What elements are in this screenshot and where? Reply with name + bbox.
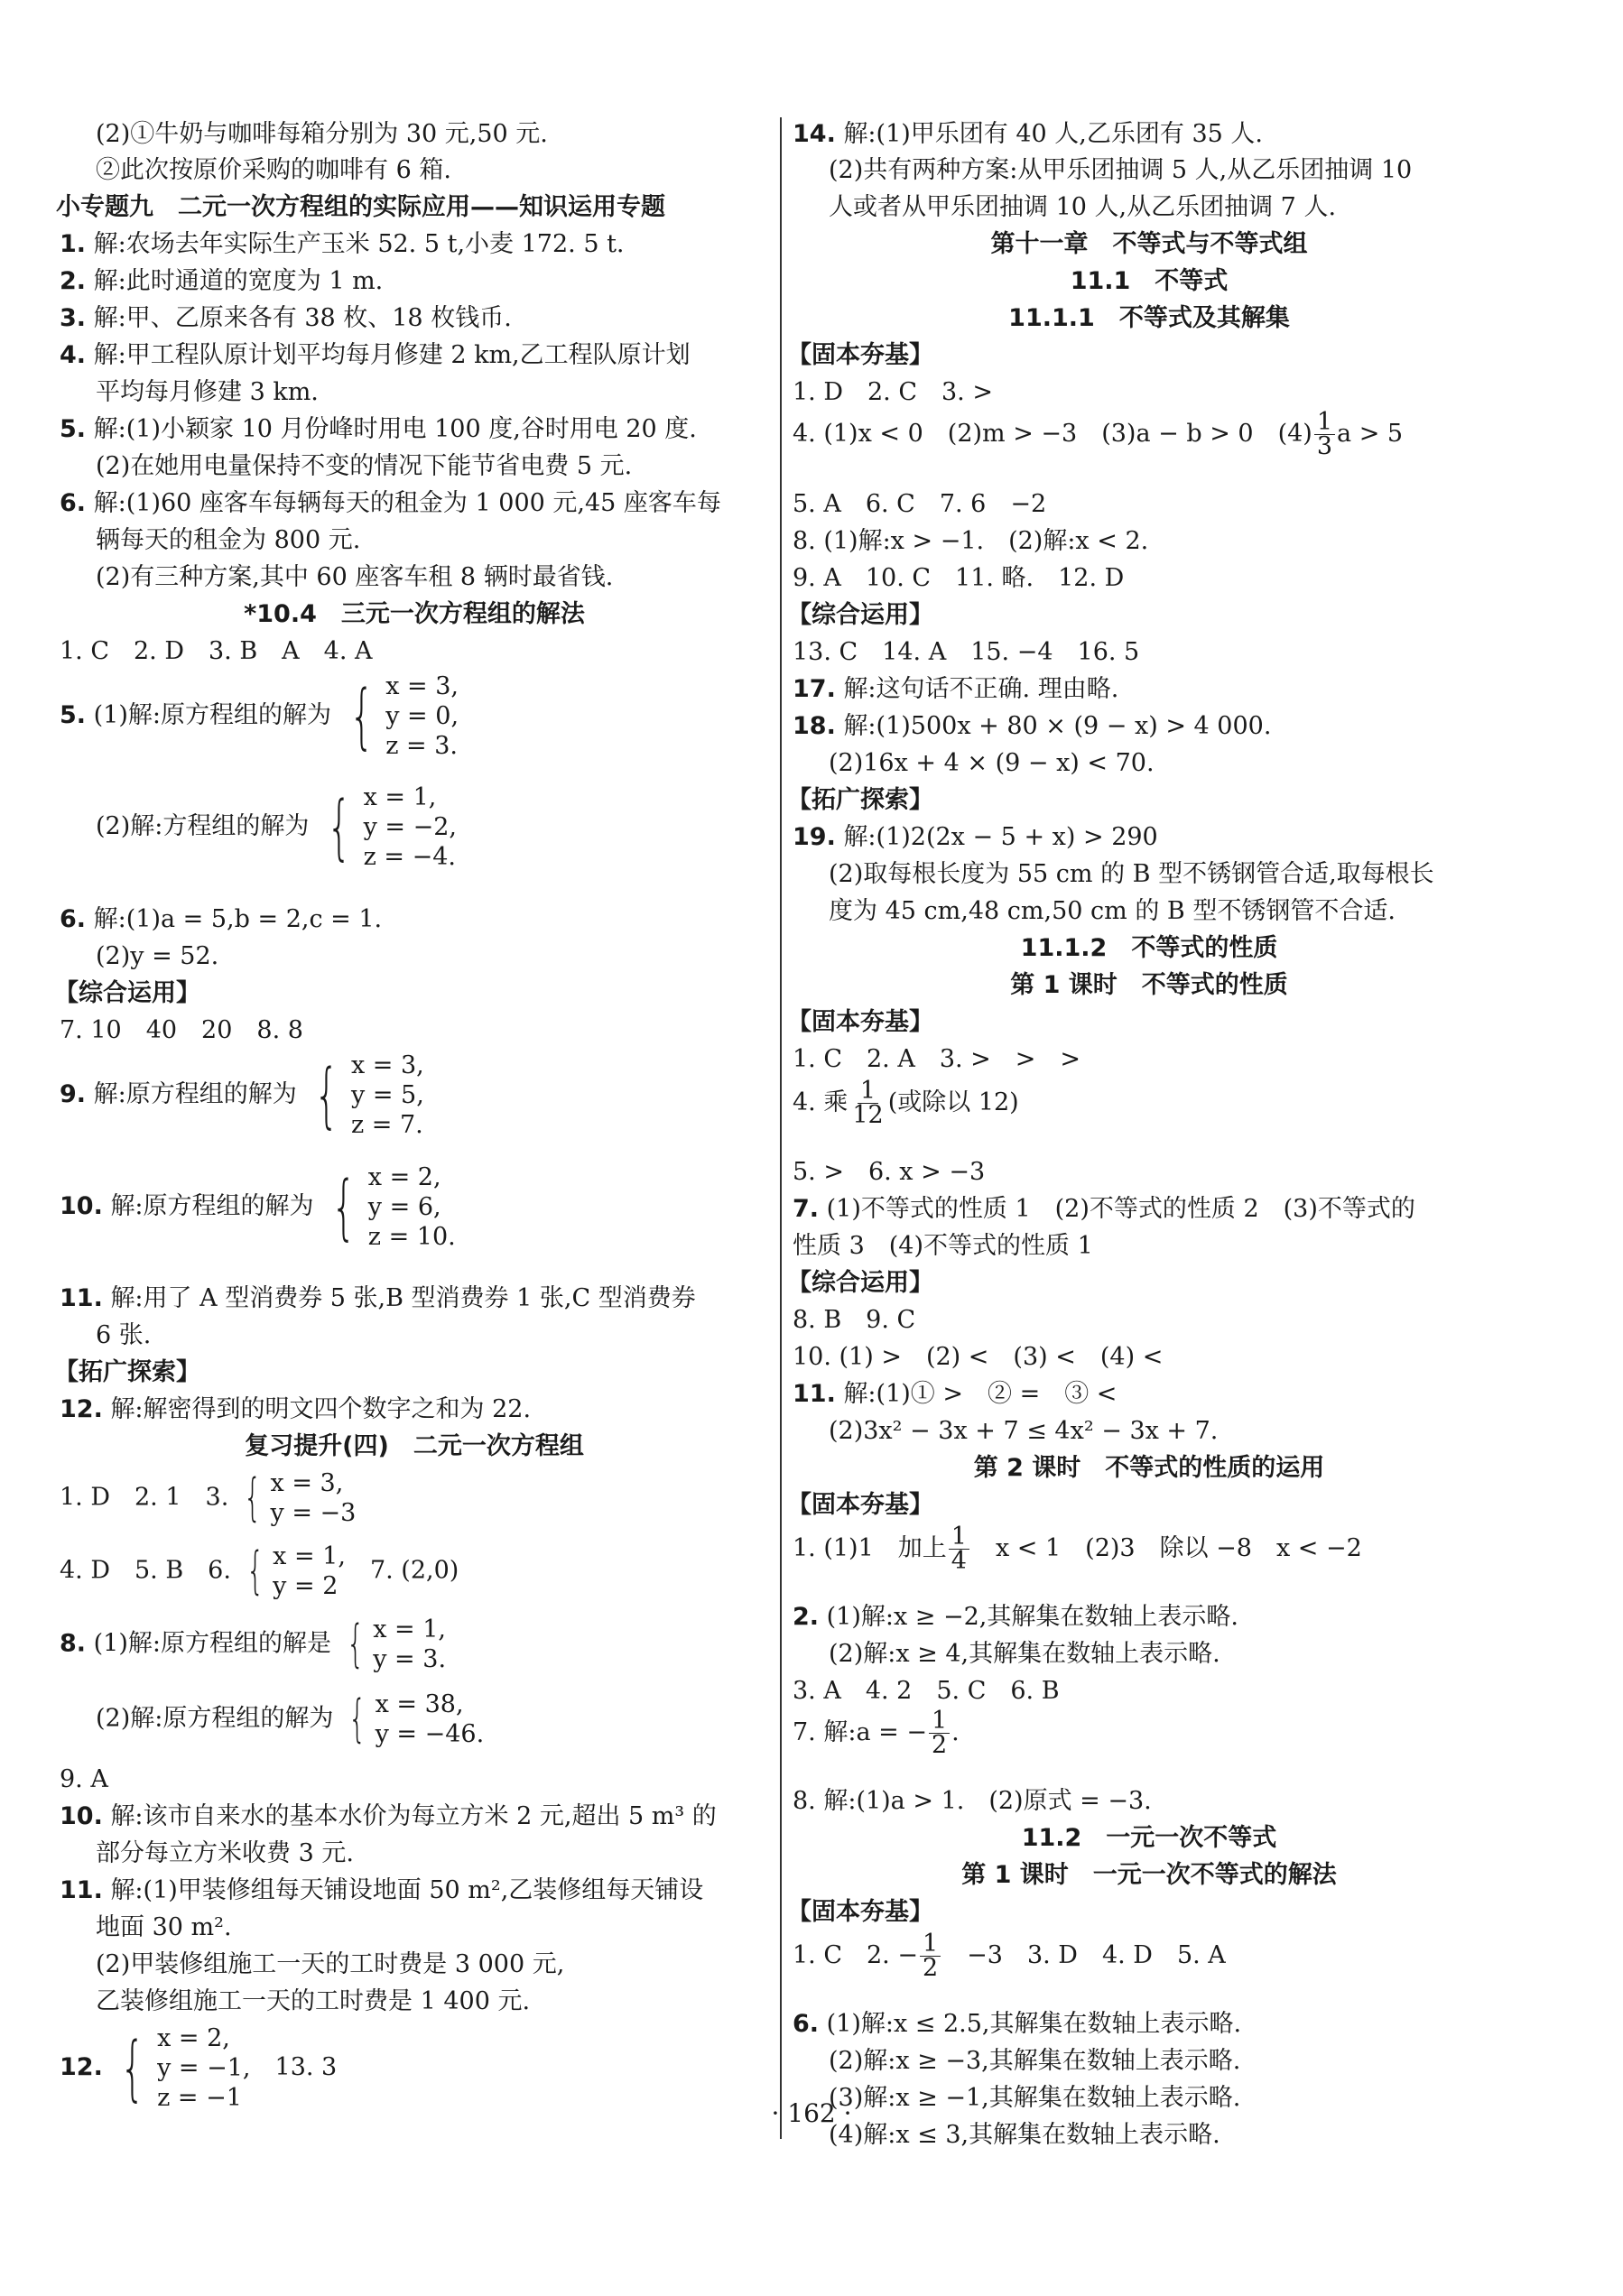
subsection-heading: 11.1.2 不等式的性质 (1020, 934, 1278, 962)
answer-item: 19. 解:(1)2(2x − 5 + x) > 290 (793, 823, 1158, 851)
answer-line: 1. D 2. 1 3. { x = 3, y = −3 (60, 1468, 357, 1527)
section-heading: 11.2 一元一次不等式 (1021, 1824, 1277, 1852)
answer-line: 5. > 6. x > −3 (793, 1158, 986, 1186)
fraction: $\frac{1}{12}$ (852, 1077, 884, 1129)
answer-line: 1. C 2. A 3. > > > (793, 1045, 1081, 1073)
equation-system: { x = 3, y = 0, z = 3. (348, 672, 459, 760)
answer-item: 6. 解:(1)60 座客车每辆每天的租金为 1 000 元,45 座客车每 (60, 489, 721, 517)
answer-line: 8. (1)解:x > −1. (2)解:x < 2. (793, 527, 1149, 555)
answer-item: 14. 解:(1)甲乐团有 40 人,乙乐团有 35 人. (793, 120, 1263, 148)
answer-line: (2)解:x ≥ −3,其解集在数轴上表示略. (829, 2047, 1241, 2075)
chapter-heading: 第十一章 不等式与不等式组 (990, 230, 1308, 258)
answer-item: 6. 解:(1)a = 5,b = 2,c = 1. (60, 905, 383, 933)
section-label: 【固本夯基】 (787, 341, 933, 369)
fraction: $\frac{1}{2}$ (929, 1709, 950, 1757)
answer-line: 8. 解:(1)a > 1. (2)原式 = −3. (793, 1787, 1152, 1815)
answer-item: 12. { x = 2, y = −1, z = −1 13. 3 (60, 2024, 338, 2112)
equation-system: { x = 1, y = 3. (346, 1615, 447, 1673)
lesson-heading: 第 2 课时 不等式的性质的运用 (973, 1454, 1325, 1482)
equation-system: { x = 2, y = 6, z = 10. (331, 1163, 456, 1251)
answer-item: 3. 解:甲、乙原来各有 38 枚、18 枚钱币. (60, 304, 512, 332)
fraction: $\frac{1}{4}$ (949, 1525, 969, 1573)
answer-line: 辆每天的租金为 800 元. (96, 526, 361, 554)
answer-line: 1. D 2. C 3. > (793, 378, 993, 406)
answer-line: (2)解:x ≥ 4,其解集在数轴上表示略. (829, 1640, 1220, 1668)
equation-system: { x = 1, y = 2 (246, 1541, 346, 1600)
answer-item: 11. 解:(1)甲装修组每天铺设地面 50 m²,乙装修组每天铺设 (60, 1876, 704, 1904)
answer-line: 9. A (60, 1765, 108, 1793)
answer-line: 性质 3 (4)不等式的性质 1 (793, 1232, 1093, 1260)
answer-line: 8. B 9. C (793, 1306, 916, 1334)
section-heading: 复习提升(四) 二元一次方程组 (245, 1432, 584, 1460)
answer-line: 4. 乘 $\frac{1}{12}$ (或除以 12) (793, 1077, 1019, 1129)
answer-line: (2)解:方程组的解为 { x = 1, y = −2, z = −4. (96, 783, 458, 871)
answer-line: 度为 45 cm,48 cm,50 cm 的 B 型不锈钢管不合适. (829, 897, 1396, 925)
answer-line: (2)共有两种方案:从甲乐团抽调 5 人,从乙乐团抽调 10 (829, 156, 1413, 184)
answer-line: (2)有三种方案,其中 60 座客车租 8 辆时最省钱. (96, 563, 614, 591)
answer-item: 5. (1)解:原方程组的解为 { x = 3, y = 0, z = 3. (60, 672, 459, 760)
answer-item: 7. (1)不等式的性质 1 (2)不等式的性质 2 (3)不等式的 (793, 1195, 1415, 1223)
equation-system: { x = 3, y = −3 (243, 1468, 357, 1527)
answer-item: 17. 解:这句话不正确. 理由略. (793, 675, 1119, 703)
section-heading: 11.1 不等式 (1070, 267, 1229, 295)
section-heading: *10.4 三元一次方程组的解法 (244, 600, 585, 628)
answer-line: (2)y = 52. (96, 942, 219, 970)
answer-line: 9. A 10. C 11. 略. 12. D (793, 564, 1125, 592)
fraction: $\frac{1}{2}$ (920, 1932, 941, 1980)
answer-line: (2)16x + 4 × (9 − x) < 70. (829, 749, 1155, 777)
fraction: $\frac{1}{3}$ (1314, 411, 1335, 458)
answer-line: 1. C 2. − $\frac{1}{2}$ −3 3. D 4. D 5. A (793, 1930, 1226, 1982)
answer-line: ②此次按原价采购的咖啡有 6 箱. (96, 156, 451, 184)
answer-item: 1. 解:农场去年实际生产玉米 52. 5 t,小麦 172. 5 t. (60, 230, 625, 258)
section-label: 【固本夯基】 (787, 1898, 933, 1926)
answer-line: 人或者从甲乐团抽调 10 人,从乙乐团抽调 7 人. (829, 193, 1337, 221)
topic-title: 小专题九 二元一次方程组的实际应用——知识运用专题 (56, 193, 665, 221)
answer-line: 部分每立方米收费 3 元. (96, 1839, 354, 1867)
answer-line: 5. A 6. C 7. 6 −2 (793, 490, 1047, 518)
answer-line: 1. (1)1 加上 $\frac{1}{4}$ x < 1 (2)3 除以 −8 x < −2 (793, 1523, 1362, 1575)
answer-line: 6 张. (96, 1321, 152, 1349)
answer-item: 10. 解:该市自来水的基本水价为每立方米 2 元,超出 5 m³ 的 (60, 1802, 717, 1830)
equation-system: { x = 2, y = −1, z = −1 (120, 2024, 251, 2112)
answer-line: (2)甲装修组施工一天的工时费是 3 000 元, (96, 1950, 565, 1978)
answer-item: 4. 解:甲工程队原计划平均每月修建 2 km,乙工程队原计划 (60, 341, 691, 369)
section-label: 【拓广探索】 (54, 1358, 200, 1386)
section-label: 【综合运用】 (787, 1269, 933, 1297)
answer-line: (4)解:x ≤ 3,其解集在数轴上表示略. (829, 2121, 1220, 2149)
answer-item: 9. 解:原方程组的解为 { x = 3, y = 5, z = 7. (60, 1051, 424, 1139)
answer-item: 5. 解:(1)小颖家 10 月份峰时用电 100 度,谷时用电 20 度. (60, 415, 697, 443)
answer-item: 2. 解:此时通道的宽度为 1 m. (60, 267, 384, 295)
equation-system: { x = 3, y = 5, z = 7. (314, 1051, 424, 1139)
lesson-heading: 第 1 课时 不等式的性质 (1010, 971, 1288, 999)
section-label: 【综合运用】 (54, 979, 200, 1007)
answer-line: (2)在她用电量保持不变的情况下能节省电费 5 元. (96, 452, 633, 480)
answer-line: 3. A 4. 2 5. C 6. B (793, 1677, 1060, 1705)
answer-item: 11. 解:(1)① > ② = ③ < (793, 1380, 1118, 1408)
answer-line: 4. D 5. B 6. { x = 1, y = 2 7. (2,0) (60, 1541, 459, 1600)
equation-system: { x = 38, y = −46. (348, 1690, 485, 1748)
section-label: 【固本夯基】 (787, 1491, 933, 1519)
answer-item: 12. 解:解密得到的明文四个数字之和为 22. (60, 1395, 532, 1423)
answer-line: (2)取每根长度为 55 cm 的 B 型不锈钢管合适,取每根长 (829, 860, 1434, 888)
answer-line: 13. C 14. A 15. −4 16. 5 (793, 638, 1140, 666)
answer-item: 11. 解:用了 A 型消费券 5 张,B 型消费券 1 张,C 型消费券 (60, 1284, 696, 1312)
answer-line: 平均每月修建 3 km. (96, 378, 319, 406)
answer-item: 2. (1)解:x ≥ −2,其解集在数轴上表示略. (793, 1603, 1238, 1631)
section-label: 【固本夯基】 (787, 1008, 933, 1036)
answer-line: 乙装修组施工一天的工时费是 1 400 元. (96, 1987, 531, 2015)
answer-line: (2)3x² − 3x + 7 ≤ 4x² − 3x + 7. (829, 1417, 1219, 1445)
answer-line: (2)①牛奶与咖啡每箱分别为 30 元,50 元. (96, 120, 548, 148)
page-number: · 162 · (771, 2098, 852, 2128)
lesson-heading: 第 1 课时 一元一次不等式的解法 (961, 1861, 1337, 1889)
section-label: 【拓广探索】 (787, 786, 933, 814)
subsection-heading: 11.1.1 不等式及其解集 (1008, 304, 1290, 332)
answer-line: 1. C 2. D 3. B A 4. A (60, 637, 373, 665)
answer-line: (2)解:原方程组的解为 { x = 38, y = −46. (96, 1690, 485, 1748)
answer-line: (3)解:x ≥ −1,其解集在数轴上表示略. (829, 2084, 1241, 2112)
answer-line: 7. 解:a = − $\frac{1}{2}$ . (793, 1707, 960, 1759)
answer-item: 8. (1)解:原方程组的解是 { x = 1, y = 3. (60, 1615, 447, 1673)
answer-item: 6. (1)解:x ≤ 2.5,其解集在数轴上表示略. (793, 2010, 1242, 2038)
answer-item: 18. 解:(1)500x + 80 × (9 − x) > 4 000. (793, 712, 1272, 740)
answer-line: 10. (1) > (2) < (3) < (4) < (793, 1343, 1164, 1371)
equation-system: { x = 1, y = −2, z = −4. (327, 783, 458, 871)
answer-line: 7. 10 40 20 8. 8 (60, 1016, 303, 1044)
answer-line: 地面 30 m². (96, 1913, 232, 1941)
answer-line: 4. (1)x < 0 (2)m > −3 (3)a − b > 0 (4) $\frac{1}{3}$ a > 5 (793, 408, 1404, 460)
column-divider (780, 117, 782, 2139)
answer-item: 10. 解:原方程组的解为 { x = 2, y = 6, z = 10. (60, 1163, 456, 1251)
section-label: 【综合运用】 (787, 601, 933, 629)
